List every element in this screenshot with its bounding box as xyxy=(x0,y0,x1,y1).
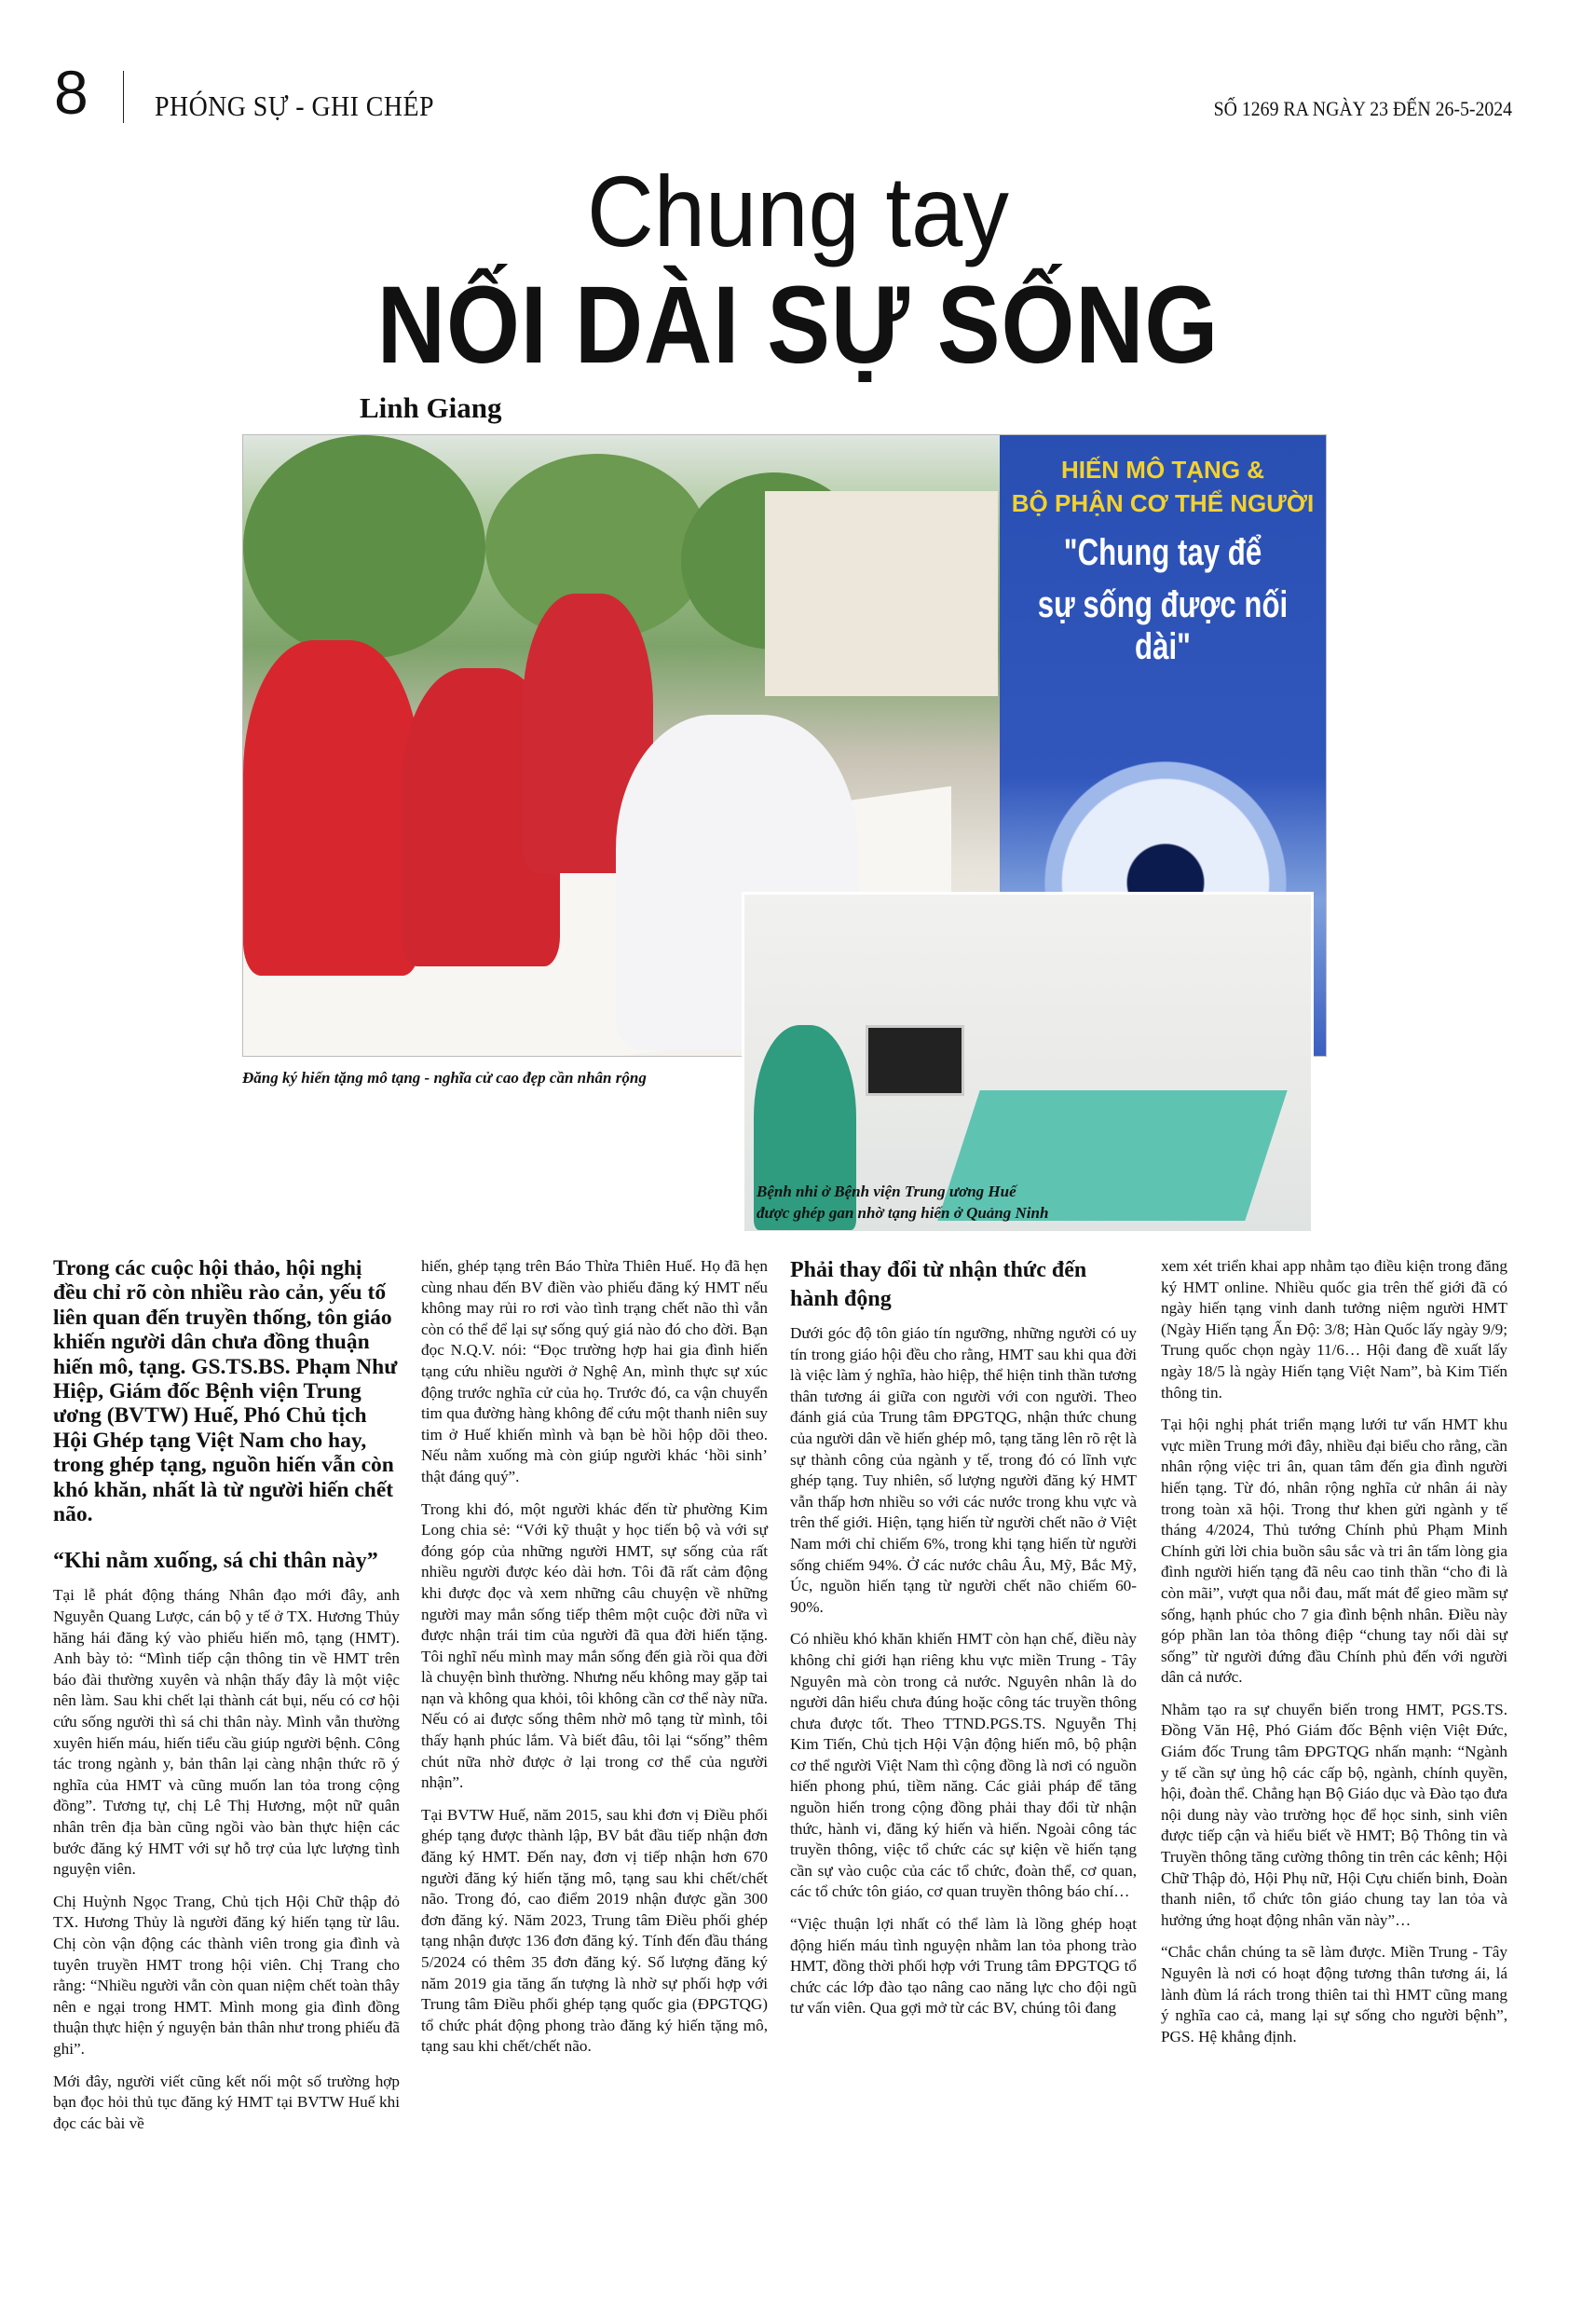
paragraph: hiến, ghép tạng trên Báo Thừa Thiên Huế. Họ đã hẹn cùng nhau đến BV điền vào phiếu đăng ký HMT nếu không may rủi ro rơi vào tình trạng chết não thì vẫn còn có thể để lại sự sống quý giá nào đó cho đời. Bạn đọc N.Q.V. nói: “Đọc trường hợp hai gia đình hiến tạng cứu nhiều người ở Nghệ An, mình thực sự xúc động trước nghĩa cử của họ. Trước đó, ca vận chuyển tim qua đường hàng không để cứu một thanh niên suy tim ở Huế khiến mình và bạn bè hồi hộp dõi theo. Nếu nằm xuống mà còn giúp người khác ‘hồi sinh’ thật đáng quý”. xyxy=(421,1257,768,1485)
paragraph: Nhằm tạo ra sự chuyển biến trong HMT, PGS.TS. Đồng Văn Hệ, Phó Giám đốc Bệnh viện Việt Đức, Giám đốc Trung tâm ĐPGTQG nhấn mạnh: “Ngành y tế cần sự ủng hộ các cấp bộ, ngành, chính quyền, hội, đoàn thể. Chẳng hạn Bộ Giáo dục và Đào tạo đưa nội dung này vào trường học để học sinh, sinh viên được tiếp cận và hiểu biết về HMT; Bộ Thông tin và Truyền thông tăng cường thông tin trên các kênh; Hội Chữ Thập đỏ, Hội Phụ nữ, Hội Cựu chiến binh, Đoàn thanh niên, tổ chức tôn giáo chung tay lan tỏa và hưởng ứng hoạt động nhân văn này”… xyxy=(1161,1700,1507,1929)
paragraph: xem xét triển khai app nhằm tạo điều kiện trong đăng ký HMT online. Nhiều quốc gia trên thế giới đã có ngày hiến tạng vinh danh tưởng niệm người HMT (Ngày Hiến tạng Ấn Độ: 3/8; Hàn Quốc lấy ngày 9/9; Trung quốc chọn ngày 11/6… Hội đang đề xuất lấy ngày 18/5 là ngày Hiến tạng Việt Nam”, bà Kim Tiến thông tin. xyxy=(1161,1257,1507,1402)
paragraph: Tại lễ phát động tháng Nhân đạo mới đây, anh Nguyễn Quang Lược, cán bộ y tế ở TX. Hương Thủy hăng hái đăng ký vào phiếu hiến mô, tạng (HMT). Anh bày tỏ: “Mình tiếp cận thông tin về HMT trên báo đài thường xuyên và nhận thấy đây là một việc nên làm. Sau khi chết lại thành cát bụi, nếu có cơ hội cứu sống người thì sá chi thân này. Mình vẫn thường xuyên hiến máu, hiến tiểu cầu giúp người bệnh. Công tác trong ngành y, bản thân lại càng nhận thức rõ ý nghĩa của HMT và cũng muốn lan tỏa trong cộng đồng”. Tương tự, chị Lê Thị Hương, một nữ quân nhân trên địa bàn cũng ngồi vào bàn thực hiện các bước đăng ký HMT với sự hỗ trợ của lực lượng tình nguyện viên. xyxy=(53,1586,400,1879)
patient-monitor xyxy=(866,1025,964,1096)
lead-paragraph: Trong các cuộc hội thảo, hội nghị đều chỉ rõ còn nhiều rào cản, yếu tố liên quan đến truyền thống, tôn giáo khiến người dân chưa đồng thuận hiến mô, tạng. GS.TS.BS. Phạm Như Hiệp, Giám đốc Bệnh viện Trung ương (BVTW) Huế, Phó Chủ tịch Hội Ghép tạng Việt Nam cho hay, trong ghép tạng, nguồn hiến vẫn còn khó khăn, nhất là từ người hiến chết não. xyxy=(53,1256,398,1527)
text-column-3 xyxy=(790,1256,1137,2031)
paragraph: Chị Huỳnh Ngọc Trang, Chủ tịch Hội Chữ thập đỏ TX. Hương Thủy là người đăng ký hiến tạng từ lâu. Chị còn vận động các thành viên trong gia đình và tuyên truyền HMT trong hội viên. Chị Trang cho rằng: “Nhiều người vẫn còn quan niệm chết toàn thây nên e ngại trong HMT. Mình mong gia đình đồng thuận thực hiện ý nguyện bản thân như trong phiếu đã ghi”. xyxy=(53,1892,400,2058)
text-column-2 xyxy=(421,1256,768,2069)
building xyxy=(765,491,998,696)
paragraph: Tại hội nghị phát triển mạng lưới tư vấn HMT khu vực miền Trung mới đây, nhiều đại biểu cho rằng, cần nhân rộng việc tri ân, quan tâm đến gia đình người hiến tạng. Từ đó, nhân rộng nghĩa cử nhân ái này trong toàn xã hội. Trong thư khen gửi ngành y tế tháng 4/2024, Thủ tướng Chính phủ Phạm Minh Chính gửi lời chia buồn sâu sắc và tri ân tấm lòng gia đình người hiến tạng đã nêu cao tinh thần “cho đi là còn mãi”, vượt qua nỗi đau, mất mát để gieo mầm sự sống, hạnh phúc cho 7 gia đình bệnh nhân. Điều này góp phần lan tỏa thông điệp “chung tay nối dài sự sống” từ người đứng đầu Chính phủ đến với người dân cả nước. xyxy=(1161,1416,1507,1687)
inset-photo-caption xyxy=(757,1182,1148,1224)
caption-line: được ghép gan nhờ tạng hiến ở Quảng Ninh xyxy=(757,1203,1049,1222)
issue-info: SỐ 1269 RA NGÀY 23 ĐẾN 26-5-2024 xyxy=(1213,97,1512,120)
paragraph: Có nhiều khó khăn khiến HMT còn hạn chế, điều này không chỉ giới hạn riêng khu vực miền Trung - Tây Nguyên mà còn trong cả nước. Nguyên nhân là do người dân hiểu chưa đúng hoặc công tác truyền thông chưa được tốt. Theo TTND.PGS.TS. Nguyễn Thị Kim Tiến, Chủ tịch Hội Vận động hiến mô, bộ phận cơ thể người Việt Nam thì cộng đồng là nơi có nguồn hiến phong phú, tiềm năng. Các giải pháp để tăng nguồn hiến trong cộng đồng phải thay đổi từ nhận thức, hành vi, đăng ký hiến và hiến. Ngoài công tác truyền thông, việc tổ chức các sự kiện về hiến tạng cần sự vào cuộc của các tổ chức, đoàn thể, cơ quan, các tổ chức tôn giáo, cơ quan truyền thông báo chí… xyxy=(790,1630,1137,1901)
banner-text: "Chung tay để xyxy=(1063,532,1262,573)
paragraph: Trong khi đó, một người khác đến từ phường Kim Long chia sẻ: “Với kỹ thuật y học tiến bộ và với sự đóng góp của những người HMT, sự sống của rất nhiều người được kéo dài hơn. Tôi đã rất cảm động khi được đọc và xem những câu chuyện về những người may mắn sống tiếp thêm một cuộc đời nữa vì được nhận trái tim của người đã qua đời hiến tặng. Tôi nghĩ nếu mình may mắn sống đến già rồi qua đời là chuyện bình thường. Nhưng nếu không may gặp tai nạn và không qua khỏi, tôi không cần cơ thể này nữa. Nếu có ai được sống thêm nhờ mô tạng từ mình, tôi thấy hạnh phúc lắm. Và biết đâu, tôi lại “sống” thêm chút nữa nhờ được ở lại trong cơ thể của người nhận”. xyxy=(421,1499,768,1792)
caption-line: Bệnh nhi ở Bệnh viện Trung ương Huế xyxy=(757,1183,1016,1200)
banner-text: BỘ PHẬN CƠ THỂ NGƯỜI xyxy=(1011,489,1315,517)
page-number: 8 xyxy=(54,58,89,127)
text-column-1 xyxy=(53,1256,400,2145)
main-photo-caption: Đăng ký hiến tặng mô tạng - nghĩa cử cao đẹp cần nhân rộng xyxy=(242,1069,647,1087)
tree xyxy=(243,435,485,659)
paragraph: Dưới góc độ tôn giáo tín ngưỡng, những người có uy tín trong giáo hội đều cho rằng, HMT sau khi qua đời là việc làm ý nghĩa, hào hiệp, thể hiện tinh thần tương thân tương ái giữa con người với con người. Theo đánh giá của Trung tâm ĐPGTQG, nhận thức chung của người dân về hiến ghép mô, tạng tăng lên rõ rệt là sự thành công của ngành y tế, trong đó có lĩnh vực ghép tạng. Tuy nhiên, số lượng người đăng ký HMT vẫn thấp hơn nhiều so với các nước trong khu vực và trên thế giới. Hiện, tạng hiến từ người chết não ở Việt Nam mới chỉ chiếm 6%, trong khi tạng hiến từ người sống chiếm 94%. Ở các nước châu Âu, Mỹ, Bắc Mỹ, Úc, nguồn hiến tạng từ người chết não chiếm 60-90%. xyxy=(790,1324,1137,1616)
paragraph: Tại BVTW Huế, năm 2015, sau khi đơn vị Điều phối ghép tạng được thành lập, BV bắt đầu tiếp nhận đơn đăng ký HMT. Đến nay, đơn vị tiếp nhận hơn 670 người đăng ký hiến tặng mô, tạng sau khi chết/chết não. Trong đó, cao điểm 2019 nhận được gần 300 đơn đăng ký. Năm 2023, Trung tâm Điều phối ghép tạng nhận được 136 đơn đăng ký. Tính đến đầu tháng 5/2024 có thêm 35 đơn đăng ký. Số lượng đăng ký năm 2019 gia tăng ấn tượng là nhờ sự phối hợp với Trung tâm Điều phối ghép tạng quốc gia (ĐPGTQG) tổ chức phát động phong trào đăng ký hiến tặng mô, tạng sau khi chết/chết não. xyxy=(421,1805,768,2056)
byline: Linh Giang xyxy=(360,391,502,424)
subheading: Phải thay đổi từ nhận thức đến hành động xyxy=(790,1258,1087,1311)
headline-line2: NỐI DÀI SỰ SỐNG xyxy=(376,264,1220,387)
text-column-4 xyxy=(1161,1256,1507,2059)
banner-text: HIẾN MÔ TẠNG & xyxy=(1060,456,1265,484)
subheading: “Khi nằm xuống, sá chi thân này” xyxy=(53,1549,378,1574)
paragraph: Mới đây, người viết cũng kết nối một số trường hợp bạn đọc hỏi thủ tục đăng ký HMT tại BVTW Huế khi đọc các bài về xyxy=(53,2072,400,2132)
volunteer xyxy=(243,640,420,976)
headline-line1: Chung tay xyxy=(587,155,1009,267)
paragraph: “Chắc chắn chúng ta sẽ làm được. Miền Trung - Tây Nguyên là nơi có hoạt động tương thân tương ái, lá lành đùm lá rách trong thiên tai thì HMT cũng mang ý nghĩa cao cả, mang lại sự sống cho người bệnh”, PGS. Hệ khẳng định. xyxy=(1161,1943,1507,2045)
paragraph: “Việc thuận lợi nhất có thể làm là lồng ghép hoạt động hiến máu tình nguyện nhằm lan tỏa phong trào HMT, đồng thời phối hợp với Trung tâm ĐPGTQG tổ chức các lớp đào tạo nâng cao năng lực cho đội ngũ tư vấn viên. Qua gợi mở từ các BV, chúng tôi đang xyxy=(790,1915,1137,2018)
banner-text: sự sống được nối dài" xyxy=(1037,584,1289,667)
header-divider xyxy=(123,71,124,123)
section-name: PHÓNG SỰ - GHI CHÉP xyxy=(155,89,434,122)
